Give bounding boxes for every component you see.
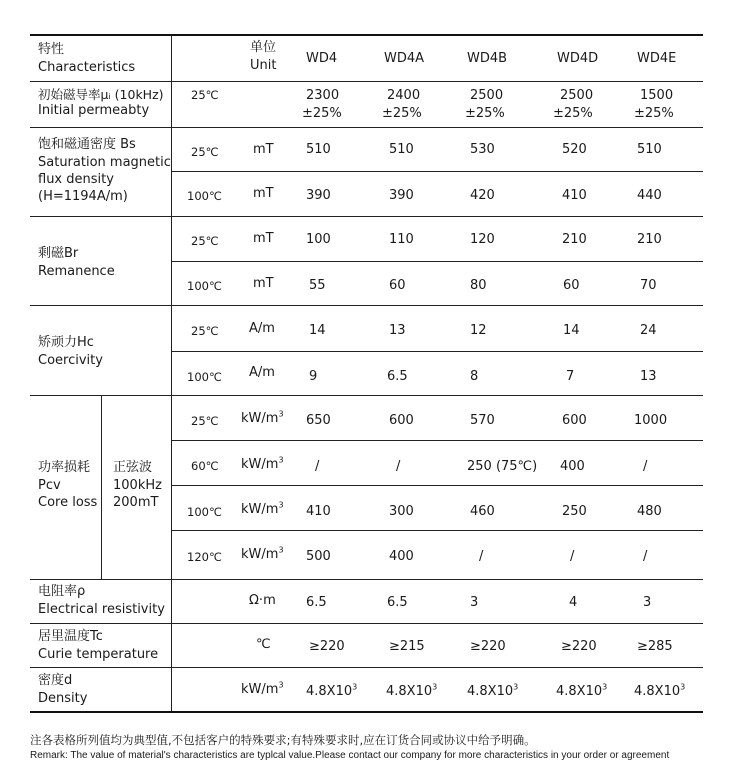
resistivity-label-cn: 电阻率ρ [38,584,86,599]
permeability-value: 2300 [306,88,340,103]
unit: $kW/m^3$ [241,680,284,697]
value: 510 [389,142,414,157]
row-rule [171,485,703,486]
value: / [570,549,575,564]
unit: $kW/m^3$ [241,545,284,562]
value: 510 [637,142,662,157]
value: 13 [389,323,406,338]
value: 24 [640,323,657,338]
permeability-tolerance: ±25% [302,106,342,121]
value: 250 (75℃) [467,459,538,474]
value: 12 [470,323,487,338]
value: 410 [306,504,331,519]
header-grade: WD4E [637,51,677,66]
row-rule [30,305,703,306]
value: ≥285 [637,639,673,654]
permeability-value: 1500 [640,88,674,103]
value: 6.5 [306,595,327,610]
permeability-tolerance: ±25% [553,106,593,121]
value: 300 [389,504,414,519]
value: / [643,549,648,564]
row-rule [30,579,703,580]
temperature: 100℃ [187,505,222,519]
resistivity-label-en: Electrical resistivity [38,602,165,617]
row-rule [30,395,703,396]
value: 13 [640,369,657,384]
permeability-label-en: Initial permeabty [38,103,150,118]
value: ≥220 [309,639,345,654]
curie-label-cn: 居里温度Tc [38,629,103,644]
header-grade: WD4D [557,51,599,66]
value: ≥215 [389,639,425,654]
value: 500 [306,549,331,564]
temperature: 100℃ [187,189,222,203]
curie-label-en: Curie temperature [38,647,159,662]
row-rule [30,623,703,624]
permeability-tolerance: ±25% [465,106,505,121]
value: 55 [309,278,326,293]
temperature: 100℃ [187,279,222,293]
row-rule [171,530,703,531]
remanence-label-en: Remanence [38,264,115,279]
value: 6.5 [387,369,408,384]
unit: mT [253,186,274,201]
value: 110 [389,232,414,247]
value: 6.5 [387,595,408,610]
value: 600 [389,413,414,428]
permeability-value: 2500 [470,88,504,103]
value: $4.8X10^3$ [556,682,608,699]
value: 390 [389,188,414,203]
core-loss-condition-frequency: 100kHz [113,478,162,493]
unit: mT [253,142,274,157]
value: $4.8X10^3$ [386,682,438,699]
temperature: 120℃ [187,550,222,564]
value: $4.8X10^3$ [306,682,358,699]
temperature: 25℃ [191,145,219,159]
row-rule [30,127,703,128]
remanence-label-cn: 剩磁Br [38,246,79,261]
value: 440 [637,188,662,203]
coercivity-label-en: Coercivity [38,353,103,368]
value: 100 [306,232,331,247]
permeability-value: 2500 [560,88,594,103]
value: 520 [562,142,587,157]
value: 80 [470,278,487,293]
unit: Ω·m [249,593,276,608]
temperature: 25℃ [191,234,219,248]
footnote-en: Remark: The value of material's characteristics are typlcal value.Please contact our company for more characteristics in your order or agreement [30,750,670,761]
core-loss-label-cn: 功率损耗 [38,460,91,475]
value: 530 [470,142,495,157]
table-bottom-rule [30,711,703,713]
value: 1000 [634,413,668,428]
value: 510 [306,142,331,157]
value: 3 [643,595,652,610]
value: 60 [563,278,580,293]
unit: $kW/m^3$ [241,500,284,517]
footnote-cn: 注各表格所列值均为典型值,不包括客户的特殊要求;有特殊要求时,应在订货合同或协议中给予明确。 [30,733,536,747]
temperature: 100℃ [187,370,222,384]
unit: mT [253,231,274,246]
permeability-temp: 25℃ [191,88,219,102]
value: 400 [389,549,414,564]
unit: $kW/m^3$ [241,409,284,426]
value: $4.8X10^3$ [634,682,686,699]
value: 570 [470,413,495,428]
value: 14 [309,323,326,338]
value: 410 [562,188,587,203]
table-top-rule [30,34,703,36]
temperature: 60℃ [191,459,219,473]
header-characteristics-en: Characteristics [38,60,136,75]
permeability-label-cn: 初始磁导率μᵢ (10kHz) [38,87,164,102]
value: 420 [470,188,495,203]
saturation-label-en: flux density [38,172,114,187]
header-grade: WD4B [467,51,508,66]
unit: ℃ [256,637,271,652]
saturation-label-en: Saturation magnetic [38,155,171,170]
row-rule [171,440,703,441]
header-grade: WD4 [306,51,338,66]
value: 250 [562,504,587,519]
value: 480 [637,504,662,519]
row-rule [30,216,703,217]
unit: $kW/m^3$ [241,455,284,472]
density-label-cn: 密度d [38,673,73,688]
value: 70 [640,278,657,293]
permeability-tolerance: ±25% [382,106,422,121]
permeability-value: 2400 [387,88,421,103]
value: 400 [560,459,585,474]
value: ≥220 [470,639,506,654]
core-loss-label-en: Core loss [38,495,98,510]
header-characteristics-cn: 特性 [38,42,65,57]
core-loss-condition-flux: 200mT [113,495,159,510]
row-rule [30,667,703,668]
value: / [315,459,320,474]
value: 650 [306,413,331,428]
value: 9 [309,369,318,384]
saturation-label-cn: 饱和磁通密度 Bs [38,137,136,152]
value: / [643,459,648,474]
value: 460 [470,504,495,519]
density-label-en: Density [38,691,88,706]
header-unit-en: Unit [250,58,277,73]
value: 60 [389,278,406,293]
value: ≥220 [561,639,597,654]
value: 600 [562,413,587,428]
column-rule [101,395,102,579]
value: 390 [306,188,331,203]
coercivity-label-cn: 矫顽力Hc [38,335,94,350]
row-rule [171,351,703,352]
row-rule [171,261,703,262]
value: $4.8X10^3$ [467,682,519,699]
core-loss-label-en: Pcv [38,478,61,493]
column-rule [171,35,172,711]
unit: mT [253,276,274,291]
value: 4 [569,595,578,610]
row-rule [30,81,703,82]
value: 210 [637,232,662,247]
value: / [479,549,484,564]
header-unit-cn: 单位 [250,40,277,55]
unit: A/m [249,365,275,380]
value: 210 [562,232,587,247]
value: 8 [470,369,479,384]
row-rule [171,171,703,172]
temperature: 25℃ [191,414,219,428]
value: 14 [563,323,580,338]
permeability-tolerance: ±25% [634,106,674,121]
unit: A/m [249,321,275,336]
value: / [396,459,401,474]
temperature: 25℃ [191,324,219,338]
value: 7 [566,369,575,384]
saturation-label-en: (H=1194A/m) [38,189,128,204]
value: 120 [470,232,495,247]
core-loss-condition-cn: 正弦波 [113,460,153,475]
header-grade: WD4A [384,51,425,66]
value: 3 [470,595,479,610]
